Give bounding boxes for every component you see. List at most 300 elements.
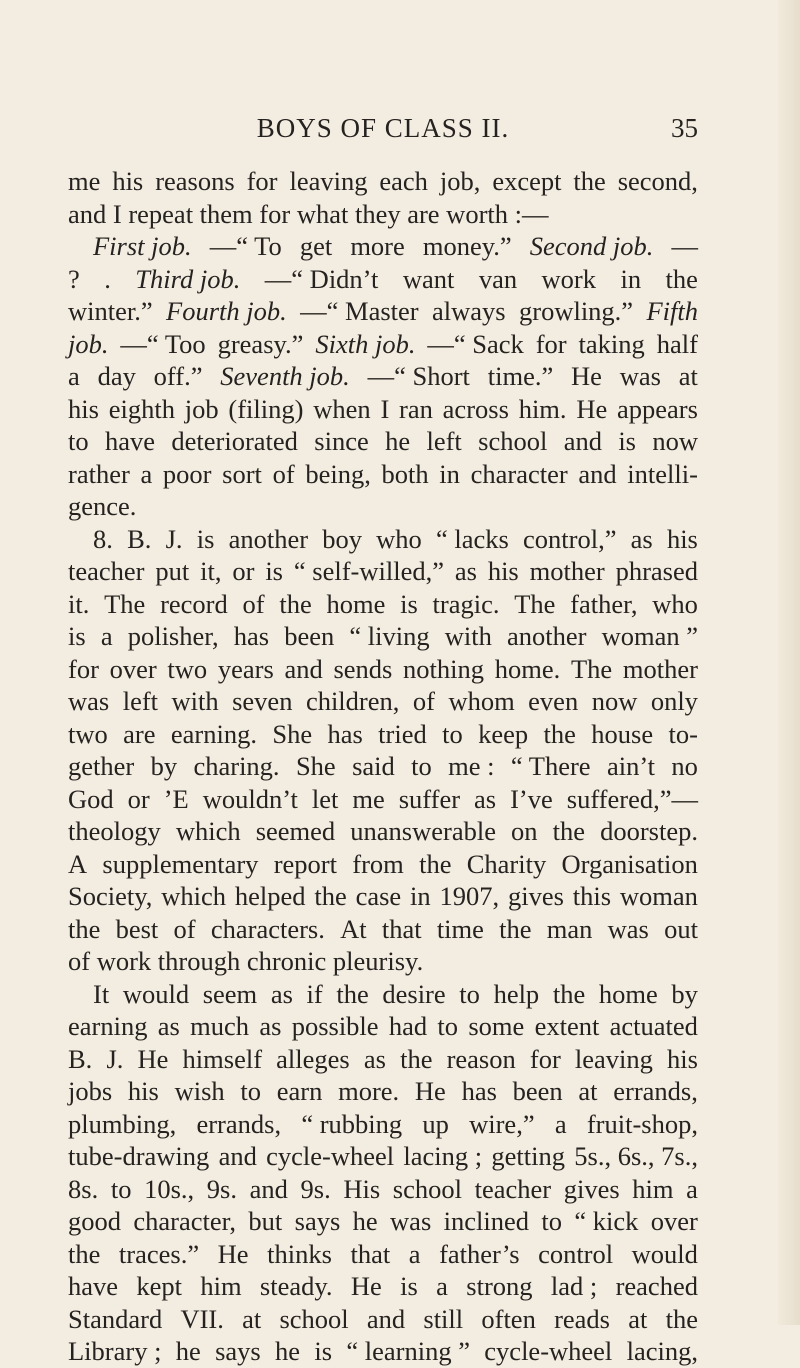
word: I’ve	[510, 783, 553, 814]
word: or	[127, 783, 150, 814]
word: record	[160, 588, 228, 619]
word: B.	[127, 523, 152, 554]
word: keep	[478, 718, 529, 749]
word: is	[618, 426, 636, 456]
word: errands,	[613, 1076, 698, 1106]
word: often	[481, 1303, 536, 1334]
word: to	[411, 751, 432, 781]
word: he	[175, 1336, 201, 1366]
word: case	[355, 881, 402, 911]
page-edge-shadow	[778, 0, 800, 1325]
word: He	[350, 1271, 382, 1301]
word: except	[492, 166, 562, 196]
word: was	[68, 686, 110, 716]
word: wire,”	[469, 1108, 535, 1139]
word: boy	[322, 523, 362, 554]
word: “ learning ”	[346, 1336, 470, 1366]
word: It	[93, 978, 110, 1009]
word: as	[270, 978, 293, 1009]
text-line	[68, 198, 698, 231]
word: a	[408, 1238, 421, 1269]
word: the	[314, 881, 347, 911]
word: nothing	[403, 653, 485, 684]
text-line	[68, 1335, 698, 1368]
word: doorstep.	[600, 816, 698, 846]
word: control	[538, 1238, 614, 1269]
word: let	[311, 783, 339, 814]
word: school	[478, 426, 548, 456]
word: with	[444, 621, 492, 651]
word: him.	[518, 393, 567, 424]
text-line	[68, 425, 698, 458]
word: would	[122, 978, 190, 1009]
word: house	[591, 718, 654, 749]
word: 8s.	[68, 1173, 99, 1204]
word: that	[350, 1238, 391, 1269]
word: gives	[507, 881, 564, 911]
running-head: BOYS OF CLASS II.	[256, 113, 510, 143]
word: no	[671, 751, 698, 781]
text-line	[68, 848, 698, 881]
text-line	[68, 815, 698, 848]
italic-word: Second job.	[529, 231, 654, 261]
word: if	[306, 978, 323, 1009]
word: over	[109, 653, 157, 684]
text-line	[68, 1043, 698, 1076]
word: for	[68, 653, 99, 684]
word: by	[150, 751, 178, 781]
text-line	[68, 685, 698, 718]
word: been	[512, 1076, 563, 1106]
word: the	[543, 718, 576, 749]
text-line	[68, 620, 698, 653]
word: errands,	[196, 1108, 282, 1139]
word: teacher	[474, 1173, 552, 1204]
word: poor	[162, 458, 212, 489]
word: both	[381, 458, 429, 489]
word: God	[68, 783, 114, 814]
word: some	[468, 1011, 525, 1041]
word: the	[665, 263, 698, 294]
word: had	[388, 1011, 428, 1041]
word: good	[68, 1206, 121, 1236]
word: —“ Too	[120, 328, 206, 359]
word: fruit-shop,	[586, 1108, 698, 1139]
word: at	[628, 1303, 648, 1334]
word: seemed	[255, 816, 336, 846]
italic-word: Sixth job.	[315, 328, 416, 359]
word: at	[242, 1303, 262, 1334]
text-line	[68, 1205, 698, 1238]
word: gives	[563, 1173, 620, 1204]
word: for	[535, 328, 567, 359]
word: me	[68, 166, 101, 196]
word: and	[284, 653, 323, 684]
word: it,	[200, 556, 222, 586]
word: van	[478, 263, 518, 294]
word: “ self-willed,”	[293, 556, 444, 586]
word: in	[439, 458, 460, 489]
word: steady.	[259, 1271, 333, 1301]
word: two	[167, 653, 208, 684]
word: for	[529, 1043, 561, 1074]
word: cycle-wheel	[484, 1336, 613, 1366]
text-line	[68, 1303, 698, 1336]
word: still	[423, 1303, 464, 1334]
word: taking	[578, 328, 645, 359]
word: The	[570, 653, 613, 684]
word: up	[422, 1108, 449, 1139]
word: home.	[494, 653, 561, 684]
word: which	[175, 816, 241, 846]
word: kept	[136, 1271, 182, 1301]
word: —“ Sack	[427, 328, 524, 359]
word: leaving	[574, 1043, 653, 1074]
word: him	[632, 1173, 674, 1204]
word: the	[573, 166, 606, 196]
word: “ kick	[574, 1206, 639, 1236]
word: I	[380, 393, 390, 424]
word: but	[248, 1206, 283, 1236]
word: actuated	[609, 1011, 698, 1041]
word: is	[400, 588, 418, 619]
text-line	[68, 1108, 698, 1141]
text-line	[68, 295, 698, 328]
word: who	[376, 523, 422, 554]
word: His	[343, 1173, 381, 1204]
word: character,	[133, 1206, 237, 1236]
word: ’E	[163, 783, 189, 814]
italic-word: Fourth job.	[166, 296, 287, 326]
word: eighth	[108, 393, 175, 424]
word: as	[259, 1011, 282, 1041]
word: is	[265, 556, 283, 586]
word: (filing)	[228, 393, 304, 424]
word: as	[630, 523, 653, 554]
word: of	[173, 913, 196, 944]
word: another	[507, 621, 587, 651]
word: this	[572, 881, 612, 911]
word: he	[385, 426, 411, 456]
word: reasons	[155, 166, 235, 196]
text-line	[68, 718, 698, 751]
word: time	[436, 913, 484, 944]
word: He	[576, 393, 608, 424]
italic-word: Third job.	[135, 263, 241, 294]
word: been	[284, 621, 335, 651]
word: off.”	[153, 361, 203, 391]
word: The	[104, 588, 146, 619]
word: being,	[305, 458, 371, 489]
word: a	[100, 621, 113, 651]
word: gence.	[68, 491, 137, 521]
word: 9s.	[206, 1173, 237, 1204]
word: it.	[68, 588, 90, 619]
word: more	[350, 231, 405, 261]
word: thinks	[267, 1238, 332, 1269]
word: two	[68, 718, 108, 749]
word: At	[340, 913, 367, 944]
word: was	[607, 913, 649, 944]
word: gether	[68, 751, 135, 781]
italic-word: Seventh job.	[220, 361, 350, 391]
word: tragic.	[432, 588, 500, 619]
word: his	[487, 556, 519, 586]
word: lacing ;	[403, 1141, 483, 1171]
word: tube-drawing	[68, 1141, 210, 1171]
word: school	[279, 1303, 349, 1334]
word: a	[554, 1108, 567, 1139]
text-line	[68, 490, 698, 523]
text-line	[68, 263, 698, 296]
word: B.	[68, 1043, 93, 1074]
word: wish	[174, 1076, 225, 1106]
word: by	[671, 978, 698, 1009]
word: always	[432, 296, 506, 326]
word: want	[402, 263, 455, 294]
word: to	[68, 426, 89, 456]
word: the	[419, 848, 452, 879]
word: of	[272, 458, 295, 489]
word: control,”	[523, 523, 617, 554]
word: was	[619, 361, 661, 391]
word: over	[650, 1206, 698, 1236]
text-line	[68, 458, 698, 491]
word: have	[68, 1271, 119, 1301]
word: 5s., 6s., 7s.,	[574, 1141, 698, 1171]
word: is	[400, 1271, 418, 1301]
word: Standard	[68, 1303, 163, 1334]
word: He	[137, 1043, 169, 1074]
italic-word: First job.	[93, 231, 192, 261]
word: is	[196, 523, 215, 554]
word: father’s	[439, 1238, 520, 1269]
word: his	[68, 393, 99, 424]
word: and	[578, 458, 617, 489]
text-line	[68, 1075, 698, 1108]
page-header	[68, 113, 698, 153]
word: deteriorated	[171, 426, 298, 456]
word: the	[279, 588, 312, 619]
word: is	[68, 621, 86, 651]
word: mother	[622, 653, 698, 684]
word: getting	[491, 1141, 565, 1171]
word: a	[686, 1173, 698, 1204]
text-line	[68, 1010, 698, 1043]
word: from	[352, 848, 404, 879]
word: as	[474, 783, 497, 814]
word: characters.	[210, 913, 325, 944]
word: traces.”	[118, 1238, 200, 1269]
word: cycle-wheel	[266, 1141, 395, 1171]
word: suffer	[398, 783, 461, 814]
word: inclined	[443, 1206, 530, 1236]
word: him	[200, 1271, 242, 1301]
word: Charity	[466, 848, 547, 879]
word: to-	[668, 718, 698, 749]
word: for	[246, 166, 278, 196]
word: whom	[448, 686, 515, 716]
word: now	[591, 686, 638, 716]
word: Organisation	[561, 848, 698, 879]
word: desire	[382, 978, 446, 1009]
text-line	[68, 360, 698, 393]
text-line	[68, 653, 698, 686]
word: teacher	[68, 556, 145, 586]
word: polisher,	[127, 621, 219, 651]
word: best	[115, 913, 159, 944]
text-line	[68, 555, 698, 588]
word: in	[620, 263, 642, 294]
word: with	[171, 686, 219, 716]
text-line	[68, 978, 698, 1011]
word: a	[68, 361, 80, 391]
word: He	[414, 1076, 446, 1106]
word: ran	[399, 393, 433, 424]
word: growling.”	[519, 296, 634, 326]
word: have	[104, 426, 156, 456]
word: as	[363, 1043, 386, 1074]
word: of work through chronic pleurisy.	[68, 946, 424, 976]
word: jobs	[68, 1076, 113, 1106]
word: and	[563, 426, 602, 456]
word: in	[410, 881, 431, 911]
word: job	[184, 393, 219, 424]
word: reason	[446, 1043, 516, 1074]
word: —“ To	[209, 231, 282, 261]
word: across	[442, 393, 509, 424]
word: even	[528, 686, 579, 716]
word: a	[140, 458, 153, 489]
word: he	[352, 1206, 378, 1236]
word: The	[514, 588, 556, 619]
word: plumbing,	[68, 1108, 177, 1139]
text-line	[68, 1238, 698, 1271]
text-line	[68, 588, 698, 621]
text-line	[68, 230, 698, 263]
word: and	[249, 1173, 288, 1204]
word: 8.	[93, 523, 113, 554]
word: Library ;	[68, 1336, 162, 1366]
word: would	[631, 1238, 698, 1269]
word: now	[652, 426, 698, 456]
word: intelli-	[627, 458, 698, 489]
word: the	[68, 913, 101, 944]
word: is	[314, 1336, 333, 1366]
word: extent	[534, 1011, 600, 1041]
text-line	[68, 1140, 698, 1173]
word: leaving	[289, 166, 368, 196]
word: woman	[619, 881, 698, 911]
word: day	[97, 361, 136, 391]
word: He	[217, 1238, 249, 1269]
word: ?	[68, 263, 80, 294]
word: to	[110, 1173, 132, 1204]
word: help	[493, 978, 540, 1009]
word: the	[552, 978, 586, 1009]
word: She	[295, 751, 336, 781]
word: suffered,”—	[566, 783, 698, 814]
word: “ rubbing	[301, 1108, 403, 1139]
word: helped	[234, 881, 306, 911]
word: to	[541, 1206, 563, 1236]
word: another	[228, 523, 309, 554]
word: only	[650, 686, 698, 716]
word: second,	[617, 166, 698, 196]
word: He	[571, 361, 602, 391]
text-line	[68, 1270, 698, 1303]
word: get	[299, 231, 333, 261]
word: supplementary	[102, 848, 259, 879]
word: half	[656, 328, 698, 359]
word: since	[314, 426, 369, 456]
body-text	[68, 165, 698, 1368]
word: reached	[615, 1271, 698, 1301]
word: says	[294, 1206, 341, 1236]
word: tried	[378, 718, 427, 749]
word: home	[598, 978, 658, 1009]
word: wouldn’t	[202, 783, 298, 814]
text-line	[68, 945, 698, 978]
word: strong	[466, 1271, 533, 1301]
word: theology	[68, 816, 161, 846]
word: to	[459, 978, 480, 1009]
word: which	[161, 881, 227, 911]
word: .	[104, 263, 111, 294]
word: left	[122, 686, 159, 716]
word: father,	[570, 588, 638, 619]
word: his	[127, 1076, 159, 1106]
text-line	[68, 1173, 698, 1206]
word: more.	[338, 1076, 400, 1106]
word: lacing,	[626, 1336, 698, 1366]
word: time.”	[487, 361, 554, 391]
word: mother	[529, 556, 605, 586]
text-line	[68, 328, 698, 361]
word: sends	[333, 653, 393, 684]
word: alleges	[276, 1043, 350, 1074]
word: his	[667, 1043, 698, 1074]
word: to	[442, 718, 463, 749]
word: at	[578, 1076, 598, 1106]
word: has	[233, 621, 270, 651]
word: said	[352, 751, 395, 781]
word: the	[68, 1238, 101, 1269]
word: and I repeat them for what they are worth :—	[68, 198, 549, 229]
word: man	[546, 913, 593, 944]
word: report	[273, 848, 337, 879]
word: phrased	[615, 556, 698, 586]
word: school	[392, 1173, 462, 1204]
text-line	[68, 783, 698, 816]
word: are	[123, 718, 156, 749]
word: —“ Didn’t	[264, 263, 379, 294]
word: that	[381, 913, 422, 944]
text-line	[68, 393, 698, 426]
text-line	[68, 913, 698, 946]
word: charing.	[193, 751, 280, 781]
word: She	[272, 718, 313, 749]
word: work	[541, 263, 597, 294]
word: earning.	[170, 718, 257, 749]
word: and	[218, 1141, 257, 1171]
word: out	[664, 913, 698, 944]
word: the	[400, 1043, 433, 1074]
word: was	[390, 1206, 432, 1236]
word: reads	[554, 1303, 610, 1334]
word: “ lacks	[436, 523, 509, 554]
word: or	[232, 556, 255, 586]
